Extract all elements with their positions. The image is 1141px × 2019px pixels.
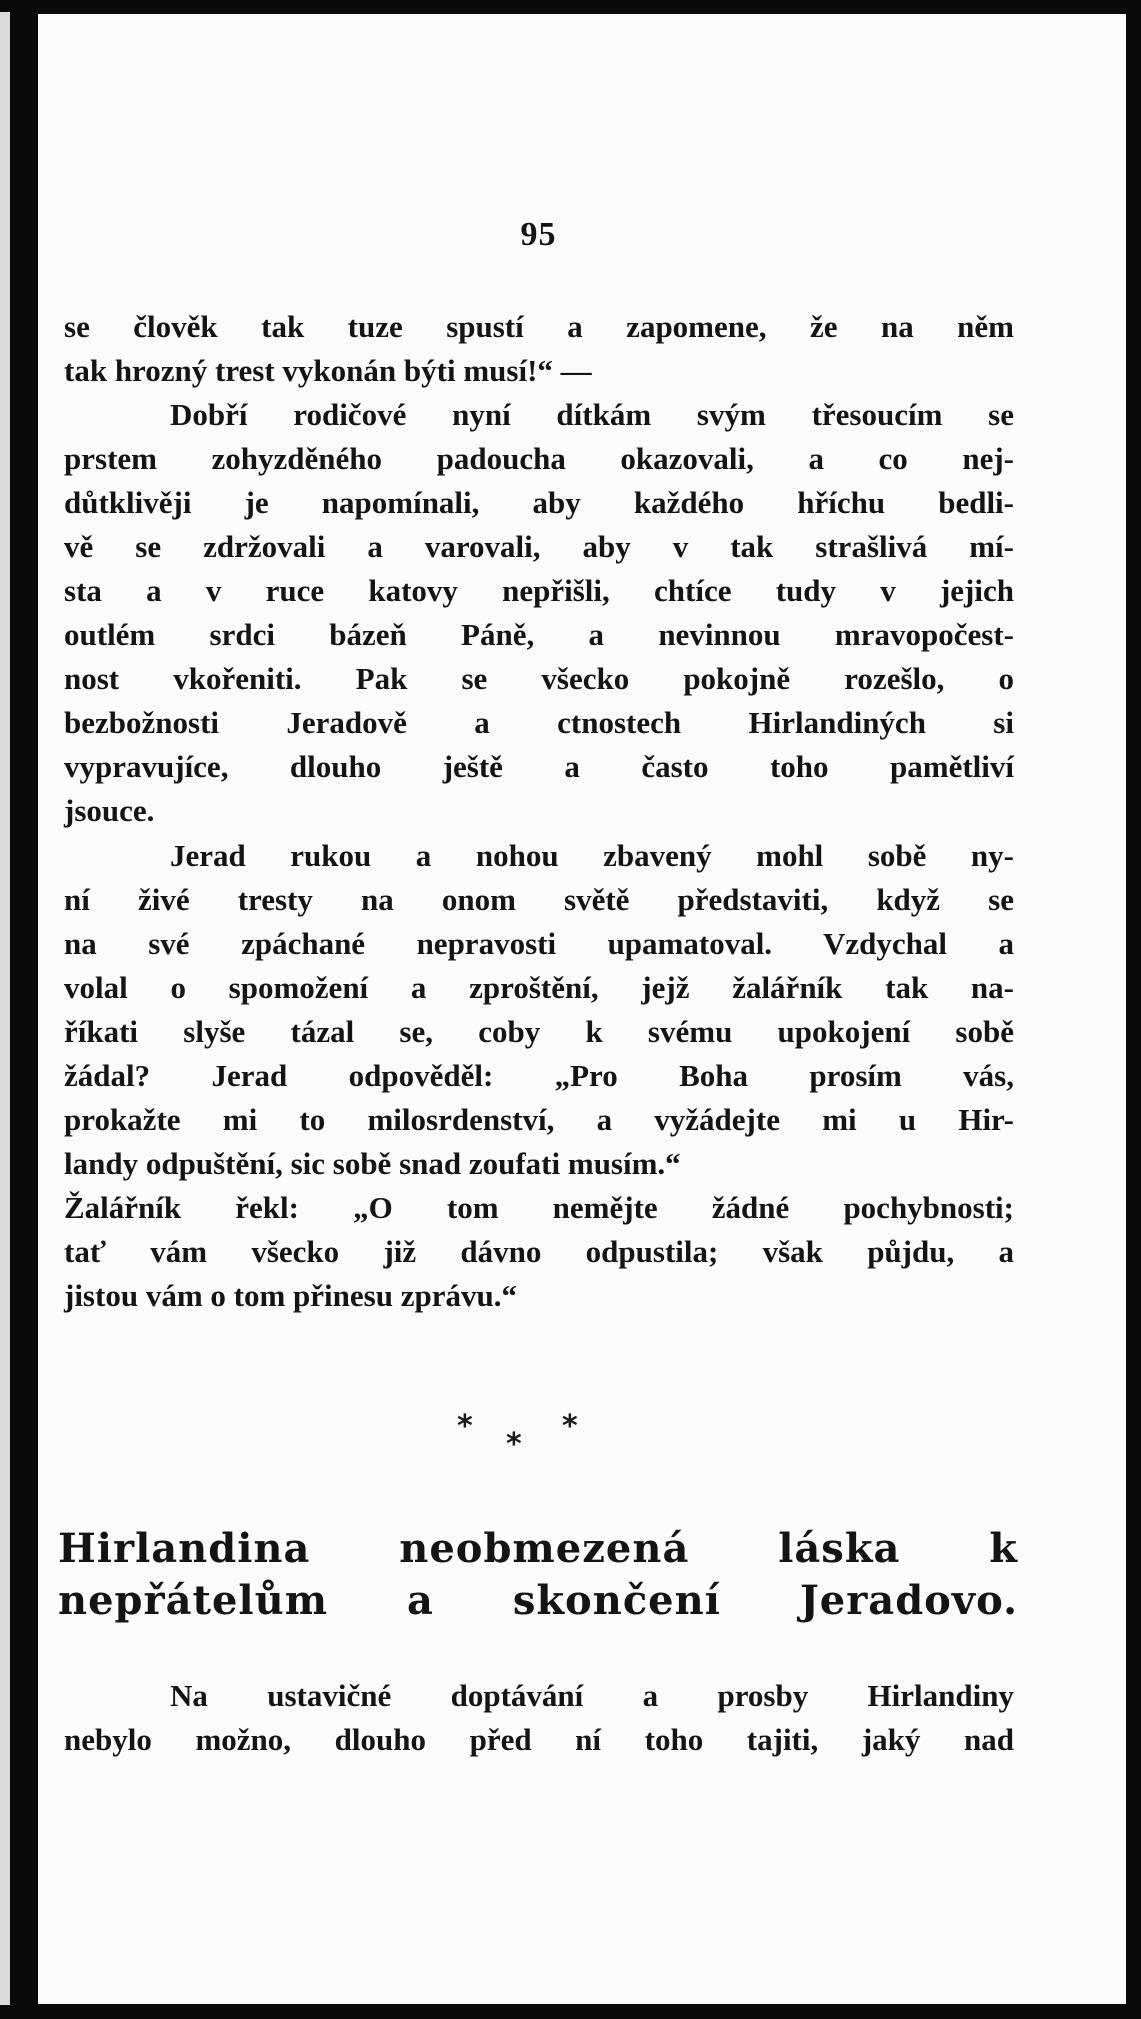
text-line: Žalářník řekl: „O tom nemějte žádné pochybnosti;: [64, 1190, 1014, 1225]
asterisk: *: [457, 1409, 473, 1444]
text-line: ní živé tresty na onom světě představiti, když se: [64, 882, 1014, 917]
text-line: sta a v ruce katovy nepřišli, chtíce tudy v jejich: [64, 573, 1014, 608]
page-edge-shadow: [0, 12, 10, 2007]
text-line: žádal? Jerad odpověděl: „Pro Boha prosím vás,: [64, 1058, 1014, 1093]
text-line: prstem zohyzděného padoucha okazovali, a co nej-: [64, 441, 1014, 476]
text-line: jsouce.: [64, 793, 155, 828]
text-line: tak hrozný trest vykonán býti musí!“ —: [64, 353, 592, 388]
scan-border: [0, 2005, 1141, 2019]
text-line: volal o spomožení a zproštění, jejž žalářník tak na-: [64, 970, 1014, 1005]
text-line: tať vám všecko již dávno odpustila; však půjdu, a: [64, 1234, 1014, 1269]
text-line: nebylo možno, dlouho před ní toho tajiti, jaký nad: [64, 1722, 1014, 1757]
text-line: důtklivěji je napomínali, aby každého hříchu bedli-: [64, 485, 1014, 520]
asterisk: *: [562, 1409, 578, 1444]
chapter-heading-line: nepřátelům a skončení Jeradovo.: [58, 1577, 1018, 1624]
section-separator: [38, 1409, 1138, 1479]
text-line: vypravujíce, dlouho ještě a často toho pamětliví: [64, 749, 1014, 784]
text-line: nost vkořeniti. Pak se všecko pokojně rozešlo, o: [64, 661, 1014, 696]
text-line: na své zpáchané nepravosti upamatoval. Vzdychal a: [64, 926, 1014, 961]
text-line: se člověk tak tuze spustí a zapomene, že na něm: [64, 309, 1014, 344]
page-number: 95: [520, 216, 557, 253]
text-line: outlém srdci bázeň Páně, a nevinnou mravopočest-: [64, 617, 1014, 652]
book-page: [38, 14, 1126, 2004]
text-line: Jerad rukou a nohou zbavený mohl sobě ny-: [170, 838, 1014, 873]
text-line: říkati slyše tázal se, coby k svému upokojení sobě: [64, 1014, 1014, 1049]
text-line: vě se zdržovali a varovali, aby v tak strašlivá mí-: [64, 529, 1014, 564]
asterisk: *: [506, 1427, 522, 1462]
text-line: bezbožnosti Jeradově a ctnostech Hirlandiných si: [64, 705, 1014, 740]
text-line: jistou vám o tom přinesu zprávu.“: [64, 1278, 517, 1313]
text-line: landy odpuštění, sic sobě snad zoufati musím.“: [64, 1146, 681, 1181]
chapter-heading-line: Hirlandina neobmezená láska k: [58, 1525, 1018, 1572]
text-line: Dobří rodičové nyní dítkám svým třesoucím se: [170, 397, 1014, 432]
text-line: prokažte mi to milosrdenství, a vyžádejte mi u Hir-: [64, 1102, 1014, 1137]
text-line: Na ustavičné doptávání a prosby Hirlandiny: [170, 1678, 1014, 1713]
